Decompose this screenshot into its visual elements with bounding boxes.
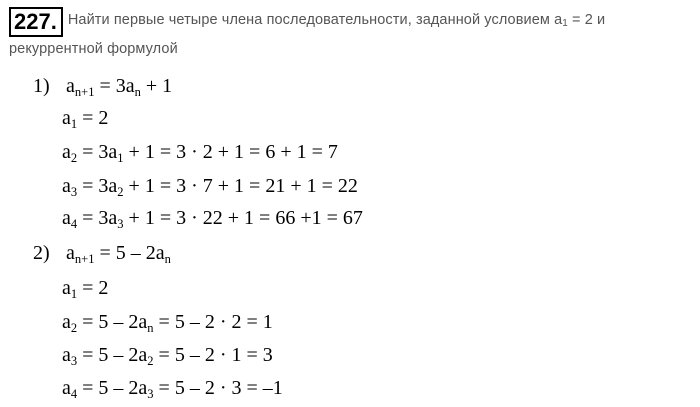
- task-header: [9, 7, 697, 59]
- part-1-formula: $a_{n+1} = 3a_n + 1$: [66, 75, 173, 99]
- part-1-step-1: $a_1 = 2$: [62, 107, 109, 131]
- part-1-step-3: $a_3 = 3a_2 + 1 = 3 \cdot 7 + 1 = 21 + 1 = 22$: [62, 175, 358, 199]
- part-1-label: 1): [33, 75, 50, 97]
- task-text-part1: Найти первые четыре члена последовательности, заданной условием a: [67, 12, 563, 28]
- part-2-step-3: $a_3 = 5 - 2a_2 = 5 - 2 \cdot 1 = 3$: [62, 344, 273, 368]
- part-1-step-2: $a_2 = 3a_1 + 1 = 3 \cdot 2 + 1 = 6 + 1 = 7$: [62, 141, 338, 165]
- part-2-step-1: $a_1 = 2$: [62, 277, 109, 301]
- part-1-step-4: $a_4 = 3a_3 + 1 = 3 \cdot 22 + 1 = 66 +1 = 67$: [62, 207, 363, 231]
- part-2-step-4: $a_4 = 5 - 2a_3 = 5 - 2 \cdot 3 = -1$: [62, 377, 283, 401]
- part-2-step-2: $a_2 = 5 - 2a_n = 5 - 2 \cdot 2 = 1$: [62, 311, 273, 335]
- task-text-part2: = 2 и: [567, 12, 606, 28]
- task-text-subscript: 1: [562, 18, 568, 29]
- part-2-label: 2): [33, 242, 50, 264]
- task-statement-line1: [68, 12, 605, 28]
- task-number: 227.: [9, 7, 63, 37]
- task-statement-line2: рекуррентной формулой: [9, 41, 178, 57]
- part-2-formula: $a_{n+1} = 5 - 2a_n$: [66, 242, 171, 266]
